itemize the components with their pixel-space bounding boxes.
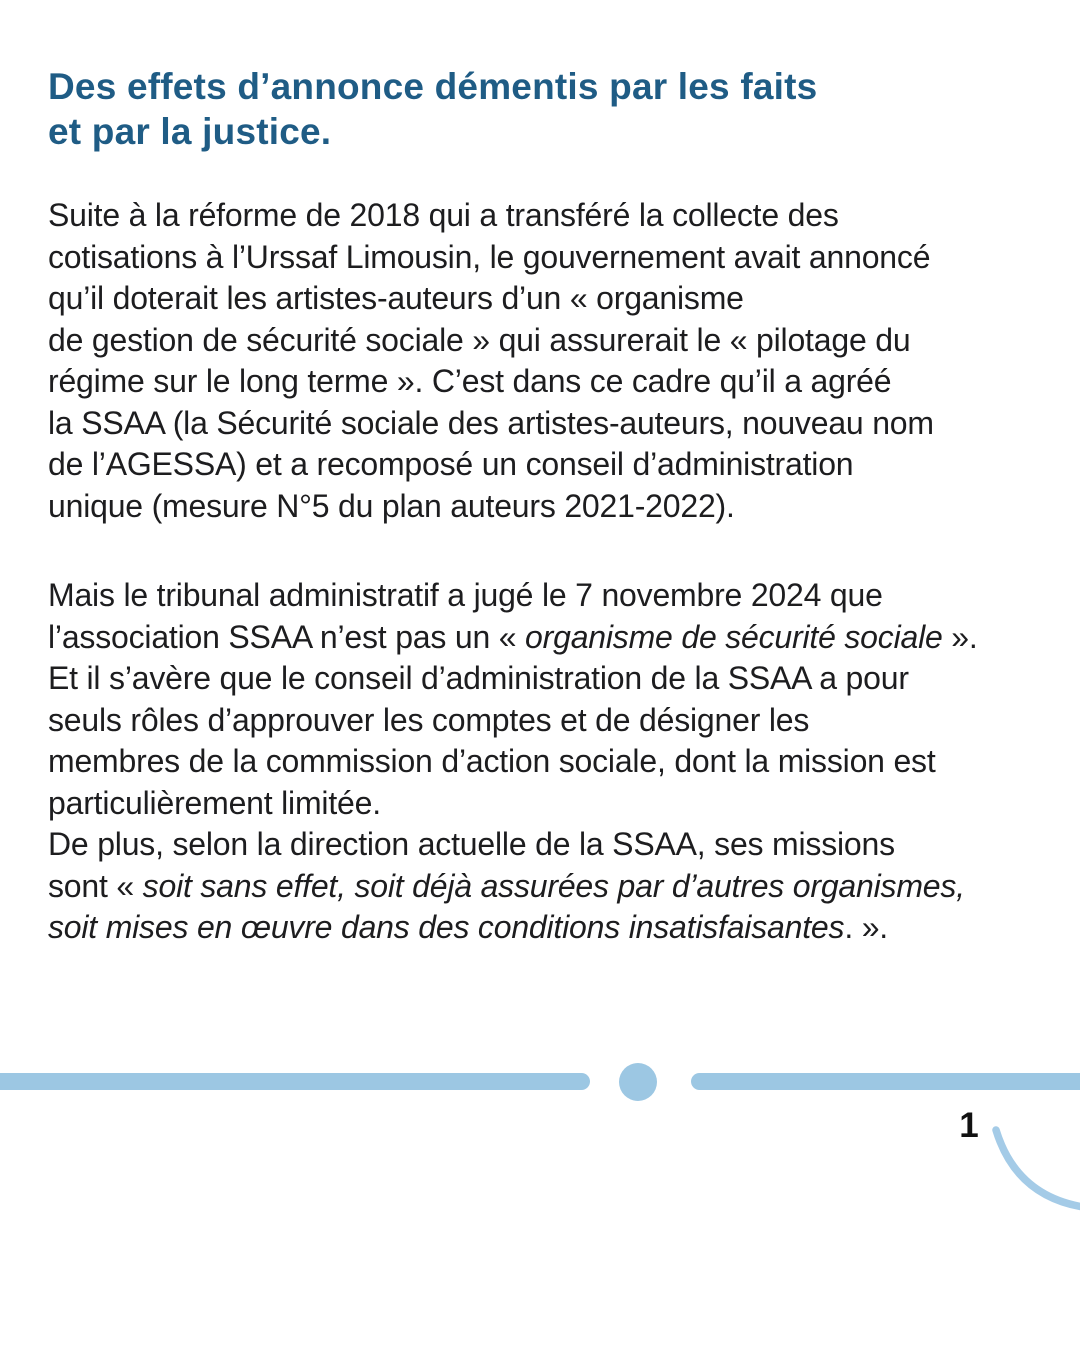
text-run: l’association SSAA n’est pas un « [48, 618, 526, 655]
body-text [48, 195, 1060, 949]
text-run: Suite à la réforme de 2018 qui a transféré la collecte des [48, 197, 839, 233]
text-run-italic: soit sans effet, soit déjà assurées par d’autres organismes, [142, 867, 965, 904]
text-run: Mais le tribunal administratif a jugé le 7 novembre 2024 que [48, 577, 883, 613]
heading-line: Des effets d’annonce démentis par les faits [48, 66, 818, 107]
paragraph [48, 575, 1060, 949]
text-run: De plus, selon la direction actuelle de la SSAA, ses missions [48, 826, 895, 862]
divider-bar-right [691, 1073, 1080, 1090]
paragraph [48, 195, 1060, 527]
page-number: 1 [959, 1106, 979, 1145]
text-run: de gestion de sécurité sociale » qui assurerait le « pilotage du [48, 321, 911, 358]
divider-bar-left [0, 1073, 590, 1090]
text-run: ». [942, 618, 978, 655]
text-run: seuls rôles d’approuver les comptes et de désigner les [48, 701, 810, 738]
divider-dot [619, 1063, 657, 1101]
heading-line: et par la justice. [48, 111, 332, 152]
text-run: cotisations à l’Urssaf Limousin, le gouvernement avait annoncé [48, 238, 931, 275]
text-run: de l’AGESSA) et a recomposé un conseil d’administration [48, 446, 854, 482]
text-run: la SSAA (la Sécurité sociale des artistes-auteurs, nouveau nom [48, 404, 934, 441]
text-run: sont « [48, 867, 143, 904]
text-run: unique (mesure N°5 du plan auteurs 2021-2022). [48, 487, 735, 524]
page-heading [48, 64, 817, 154]
text-run-italic: organisme de sécurité sociale [525, 618, 943, 655]
text-run: Et il s’avère que le conseil d’administration de la SSAA a pour [48, 660, 909, 696]
text-run: particulièrement limitée. [48, 784, 381, 821]
text-run-italic: soit mises en œuvre dans des conditions insatisfaisantes [48, 909, 845, 945]
text-run: régime sur le long terme ». C’est dans ce cadre qu’il a agréé [48, 363, 892, 399]
text-run: qu’il doterait les artistes-auteurs d’un « organisme [48, 280, 744, 316]
text-run: . ». [844, 909, 888, 945]
text-run: membres de la commission d’action sociale, dont la mission est [48, 743, 936, 779]
